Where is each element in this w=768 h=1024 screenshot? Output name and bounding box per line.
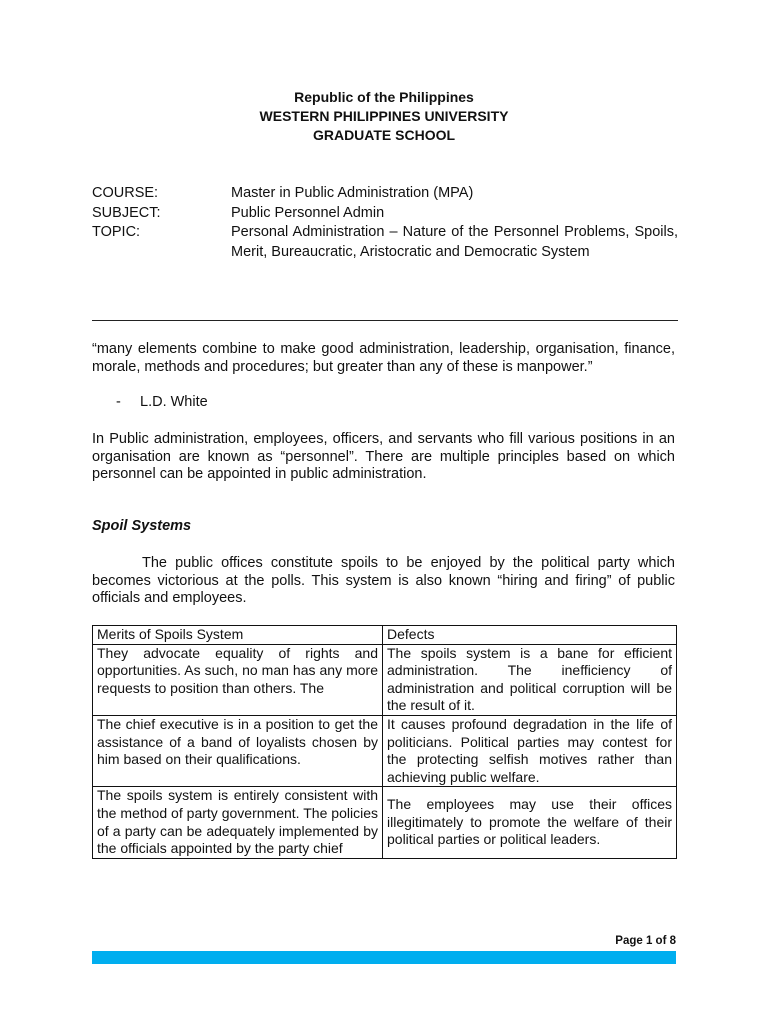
divider (92, 320, 678, 321)
course-row (92, 184, 678, 204)
subject-value: Public Personnel Admin (231, 204, 385, 221)
defect-cell: It causes profound degradation in the life of politicians. Political parties may contest for the protecting selfish motives rather than achieving public welfare. (383, 715, 677, 786)
intro-paragraph: In Public administration, employees, officers, and servants who fill various positions in an organisation are known as “personnel”. There are multiple principles based on which personnel can be appointed in public administration. (92, 431, 675, 482)
defect-cell: The employees may use their offices illegitimately to promote the welfare of their political parties or political leaders. (383, 787, 677, 858)
section-paragraph: The public offices constitute spoils to be enjoyed by the political party which becomes victorious at the polls. This system is also known “hiring and firing” of public officials and employees. (92, 555, 675, 606)
course-value: Master in Public Administration (MPA) (231, 185, 474, 201)
subject-row (92, 204, 678, 224)
document-header (0, 88, 768, 145)
quote-dash: - (116, 394, 121, 410)
header-defects: Defects (383, 626, 677, 645)
subject-label: SUBJECT: (92, 204, 161, 221)
merits-defects-table (92, 625, 677, 859)
header-university: WESTERN PHILIPPINES UNIVERSITY (259, 108, 509, 124)
header-country: Republic of the Philippines (294, 89, 474, 105)
course-label: COURSE: (92, 185, 159, 201)
quote-author: L.D. White (140, 394, 208, 410)
topic-row (92, 223, 678, 262)
section-title: Spoil Systems (92, 518, 192, 534)
table-row (93, 787, 677, 858)
table-row (93, 715, 677, 786)
quote-text: “many elements combine to make good administration, leadership, organisation, finance, morale, methods and procedures; but greater than any of these is manpower.” (92, 341, 675, 375)
table-header-row (93, 626, 677, 645)
merit-cell: They advocate equality of rights and opportunities. As such, no man has any more requests to position than others. The (93, 644, 383, 715)
topic-value: Personal Administration – Nature of the Personnel Problems, Spoils, Merit, Bureaucratic, Aristocratic and Democratic System (231, 224, 678, 260)
course-info (92, 184, 678, 262)
merit-cell: The chief executive is in a position to get the assistance of a band of loyalists chosen by him based on their qualifications. (93, 715, 383, 786)
topic-label: TOPIC: (92, 224, 141, 240)
merit-cell: The spoils system is entirely consistent with the method of party government. The policies of a party can be adequately implemented by the officials appointed by the party chief (93, 787, 383, 858)
page-number: Page 1 of 8 (615, 935, 676, 947)
defect-cell: The spoils system is a bane for efficient administration. The inefficiency of administration and political corruption will be the result of it. (383, 644, 677, 715)
header-school: GRADUATE SCHOOL (312, 127, 456, 143)
quote-attribution (116, 394, 208, 412)
footer-bar (92, 951, 676, 964)
table-row (93, 644, 677, 715)
header-merits: Merits of Spoils System (93, 626, 383, 645)
